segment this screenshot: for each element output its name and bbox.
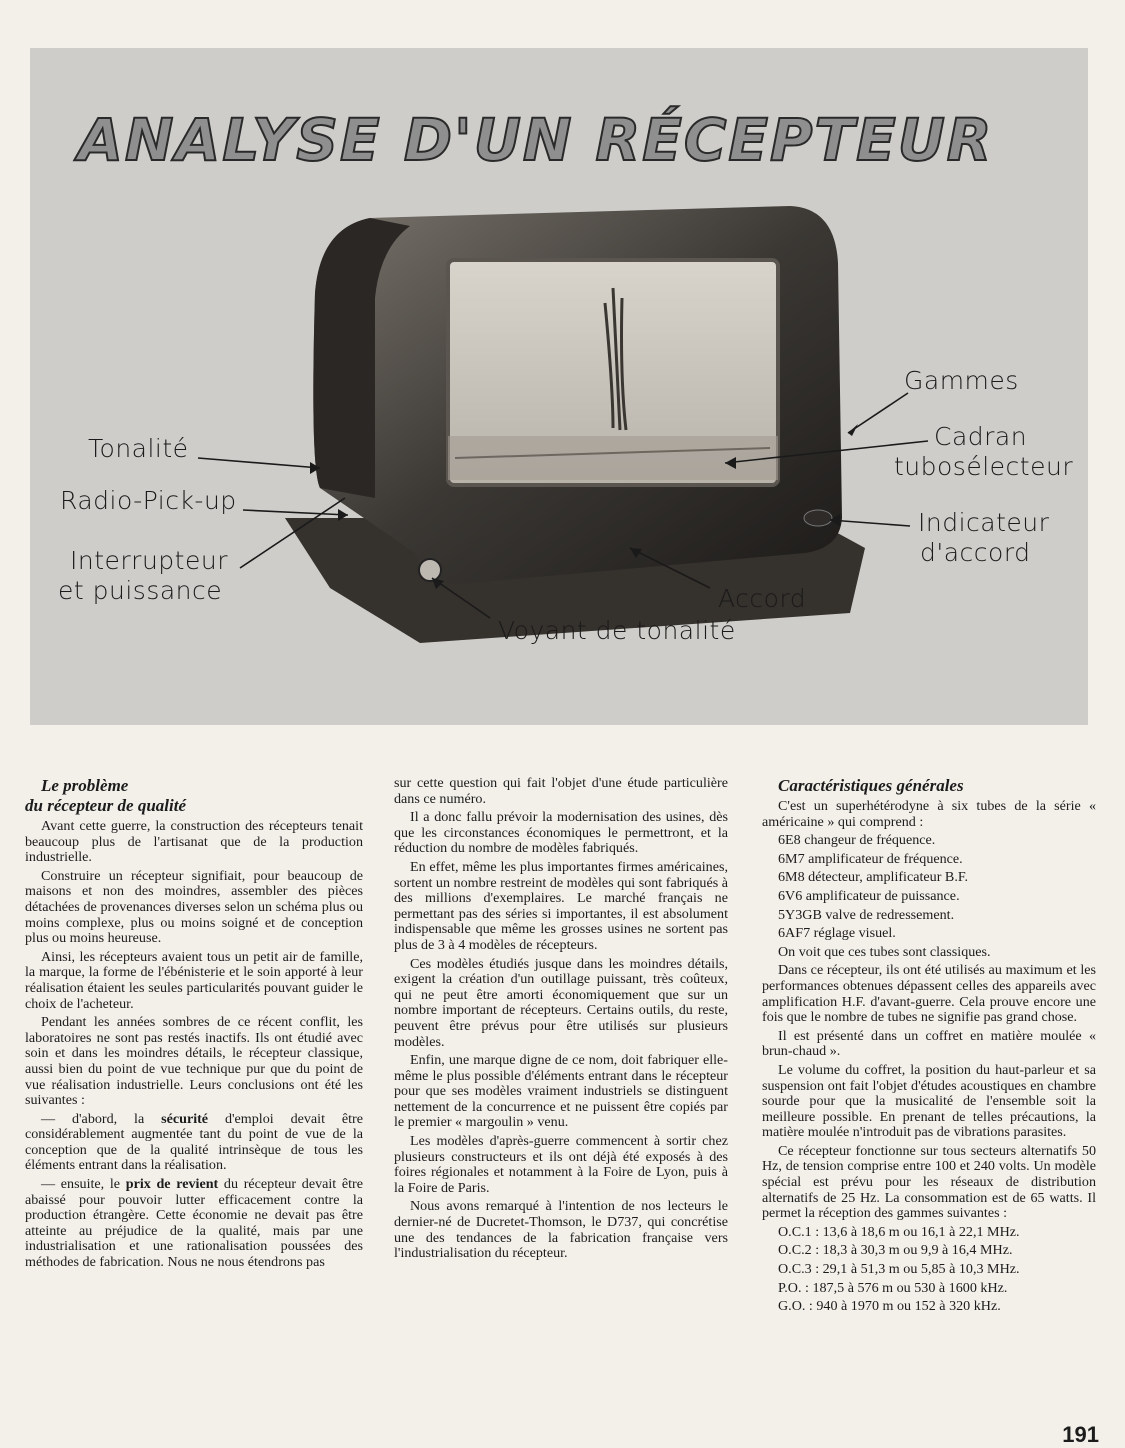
column-3 xyxy=(762,776,1096,1318)
paragraph-securite: — d'abord, la sécurité d'emploi devait être considérablement augmentée tant du point de vue de la conception que de la qualité intrinsèque de tous les éléments entrant dans la réalisation. xyxy=(25,1110,363,1174)
paragraph: Ce récepteur fonctionne sur tous secteurs alternatifs 50 Hz, de tension comprise entre 100 et 240 volts. Un modèle spécial est prévu pour les réseaux de distribution alternatifs de 25 Hz. La consommation est de 65 watts. Il permet la réception des gammes suivantes : xyxy=(762,1142,1096,1222)
paragraph: Ainsi, les récepteurs avaient tous un petit air de famille, la marque, la forme de l'ébénisterie et le soin apporté à leur réalisation étaient les seules particularités pouvant guider le choix de l'acheteur. xyxy=(25,948,363,1012)
column-1 xyxy=(25,776,363,1274)
paragraph: C'est un superhétérodyne à six tubes de la série « américaine » qui comprend : xyxy=(762,798,1096,830)
label-radio-pickup: Radio-Pick-up xyxy=(60,486,237,515)
section-title-line-2: du récepteur de qualité xyxy=(25,796,187,815)
tube-item: 6E8 changeur de fréquence. xyxy=(778,832,936,849)
headline: ANALYSE D'UN RÉCEPTEUR xyxy=(78,106,994,174)
range-item: O.C.3 : 29,1 à 51,3 m ou 5,85 à 10,3 MHz. xyxy=(778,1261,1020,1278)
tuning-indicator xyxy=(804,510,832,526)
tube-item: 6V6 amplificateur de puissance. xyxy=(778,887,960,904)
label-accord: Accord xyxy=(718,584,807,613)
label-cadran-1: Cadran xyxy=(934,422,1028,451)
label-interrupteur-1: Interrupteur xyxy=(70,546,228,575)
paragraph-prix: — ensuite, le prix de revient du récepteur devait être abaissé pour pouvoir lutter efficacement contre la production étrangère. Cette économie ne devait pas être atteinte au préjudice de la qualité, mais par une industrialisation et une rationalisation poussées des méthodes de fabrication. Nous ne nous étendrons pas xyxy=(25,1176,364,1271)
paragraph: Dans ce récepteur, ils ont été utilisés au maximum et les performances obtenues dépassent celles des appareils avec amplification H.F. d'avant-guerre. Cela prouve encore une fois que le nombre de tubes ne signifie pas grand chose. xyxy=(762,962,1096,1026)
label-indicateur-1: Indicateur xyxy=(918,508,1050,537)
radio-photo xyxy=(30,48,1088,725)
range-item: P.O. : 187,5 à 576 m ou 530 à 1600 kHz. xyxy=(778,1279,1008,1296)
paragraph: Nous avons remarqué à l'intention de nos lecteurs le dernier-né de Ducretet-Thomson, le D737, qui concrétise une des tendances de la fabrication française vers l'industrialisation du récepteur. xyxy=(394,1198,728,1262)
section-title-probleme xyxy=(25,776,363,816)
side-knob xyxy=(333,450,349,486)
paragraph: sur cette question qui fait l'objet d'une étude particulière dans ce numéro. xyxy=(394,775,728,807)
tube-item: 6M8 détecteur, amplificateur B.F. xyxy=(778,869,969,886)
paragraph: Le volume du coffret, la position du haut-parleur et sa suspension ont fait l'objet d'études acoustiques en chambre sourde pour que la musicalité de l'ensemble soit la meilleure possible. En prenant de telles précautions, la matière moulée n'introduit pas de vibrations parasites. xyxy=(762,1061,1096,1141)
label-interrupteur-2: et puissance xyxy=(58,576,223,605)
range-item: G.O. : 940 à 1970 m ou 152 à 320 kHz. xyxy=(778,1298,1001,1315)
paragraph: Les modèles d'après-guerre commencent à sortir chez plusieurs constructeurs et ils ont déjà été exposés à des foires régionales et notamment à la Foire de Lyon, puis à la Foire de Paris. xyxy=(394,1133,728,1196)
paragraph: Enfin, une marque digne de ce nom, doit fabriquer elle-même le plus possible d'éléments entrant dans le récepteur pour que ses modèles vraiment industriels se distinguent nettement de la concurrence et ne puissent être copiés par le premier « margoulin » venu. xyxy=(394,1052,728,1131)
paragraph: Il est présenté dans un coffret en matière moulée « brun-chaud ». xyxy=(762,1027,1096,1060)
label-cadran-2: tubosélecteur xyxy=(894,452,1074,481)
range-item: O.C.1 : 13,6 à 18,6 m ou 16,1 à 22,1 MHz. xyxy=(778,1223,1020,1240)
section-title-caracteristiques: Caractéristiques générales xyxy=(778,776,964,795)
paragraph: Ces modèles étudiés jusque dans les moindres détails, exigent la création d'un outillage puissant, très coûteux, qui ne peut être amorti économiquement que sur un nombre important de récepteurs. Certains outils, du reste, peuvent être prévus pour être utilisés sur plusieurs modèles. xyxy=(394,955,728,1050)
range-item: O.C.2 : 18,3 à 30,3 m ou 9,9 à 16,4 MHz. xyxy=(778,1242,1013,1259)
paragraph: On voit que ces tubes sont classiques. xyxy=(778,943,991,960)
paragraph: En effet, même les plus importantes firmes américaines, sortent un nombre restreint de modèles qui sont fabriqués à des millions d'exemplaires. Le marché français ne permettant pas des séries si importantes, il est absolument indispensable que même les grosses usines ne sortent pas plus de 3 à 4 modèles de récepteurs. xyxy=(394,858,728,953)
column-2 xyxy=(394,776,728,1265)
label-tonalite: Tonalité xyxy=(88,434,189,463)
section-title-line-1: Le problème xyxy=(41,776,129,795)
tube-item: 6M7 amplificateur de fréquence. xyxy=(778,850,963,867)
label-indicateur-2: d'accord xyxy=(920,538,1031,567)
paragraph: Pendant les années sombres de ce récent conflit, les laboratoires ne sont pas restés inactifs. Ils ont étudié avec soin et dans les moindres détails, le récepteur classique, aussi bien du point de vue technique pur que du point de vue réalisation industrielle. Leurs conclusions ont été les suivantes : xyxy=(25,1014,363,1109)
paragraph: Avant cette guerre, la construction des récepteurs tenait beaucoup plus de l'artisanat que de la production industrielle. xyxy=(25,818,363,866)
paragraph: Il a donc fallu prévoir la modernisation des usines, dès que les circonstances économiques le permettront, et la réduction du nombre de modèles fabriqués. xyxy=(394,809,728,857)
label-voyant: Voyant de tonalité xyxy=(498,616,736,645)
page-number: 191 xyxy=(1062,1422,1099,1447)
tone-knob xyxy=(419,559,441,581)
paragraph: Construire un récepteur signifiait, pour beaucoup de maisons et non des moindres, assembler des pièces détachées de provenances diverses selon un schéma plus ou moins complexe, plus ou moins soigné et de conception plus ou moins heureuse. xyxy=(25,867,363,947)
tube-item: 5Y3GB valve de redressement. xyxy=(778,906,955,923)
label-gammes: Gammes xyxy=(904,366,1019,395)
tube-item: 6AF7 réglage visuel. xyxy=(778,925,896,942)
